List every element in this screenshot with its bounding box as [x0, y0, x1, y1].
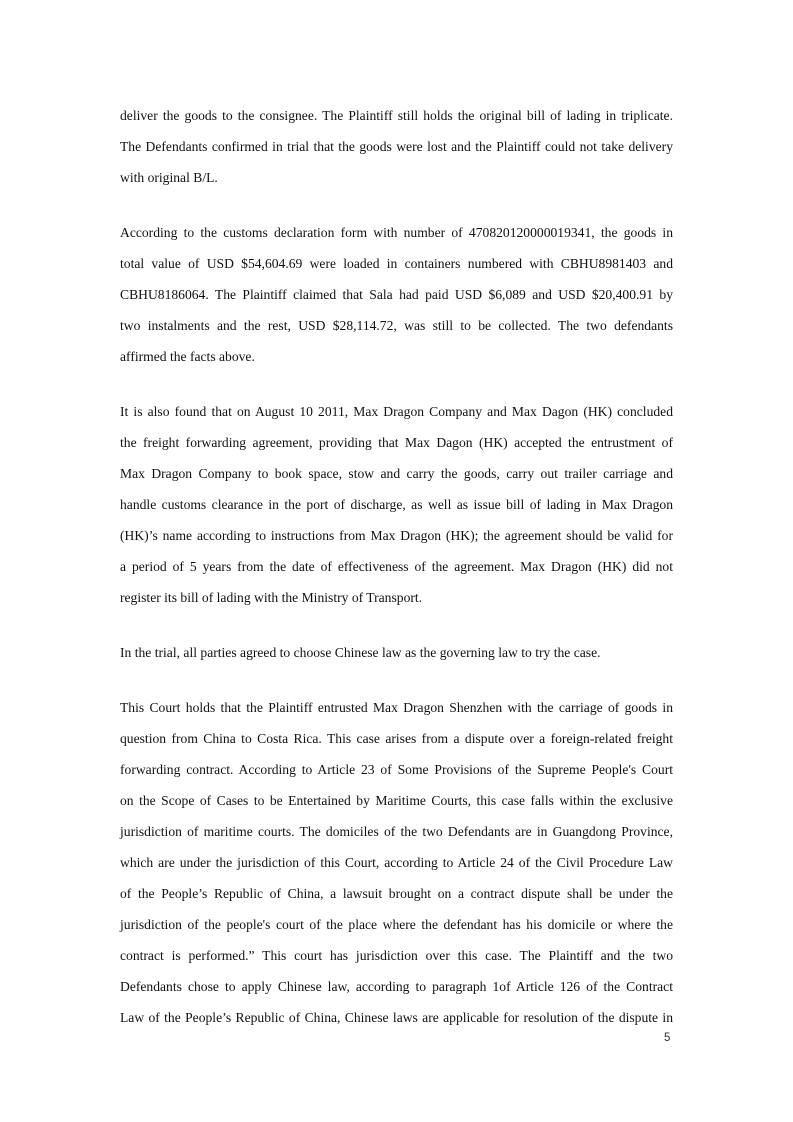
- text-line: According to the customs declaration form with number of 470820120000019341, the goods in: [120, 225, 673, 240]
- text-line: jurisdiction of the people's court of the place where the defendant has his domicile or where the: [120, 917, 673, 932]
- paragraph-court-holding: [120, 692, 673, 1033]
- text-line: This Court holds that the Plaintiff entrusted Max Dragon Shenzhen with the carriage of goods in: [120, 700, 673, 715]
- text-line: total value of USD $54,604.69 were loaded in containers numbered with CBHU8981403 and: [120, 256, 673, 271]
- text-line: two instalments and the rest, USD $28,114.72, was still to be collected. The two defendants: [120, 318, 673, 333]
- text-line: question from China to Costa Rica. This case arises from a dispute over a foreign-related freight: [120, 731, 673, 746]
- text-line: with original B/L.: [120, 170, 218, 185]
- text-line: forwarding contract. According to Article 23 of Some Provisions of the Supreme People's Court: [120, 762, 673, 777]
- document-page: [120, 100, 673, 1057]
- text-line: Defendants chose to apply Chinese law, according to paragraph 1of Article 126 of the Contract: [120, 979, 673, 994]
- text-line: The Defendants confirmed in trial that the goods were lost and the Plaintiff could not take delivery: [120, 139, 673, 154]
- text-line: (HK)’s name according to instructions from Max Dragon (HK); the agreement should be valid for: [120, 528, 673, 543]
- paragraph-freight-agreement: [120, 396, 673, 613]
- text-line: CBHU8186064. The Plaintiff claimed that Sala had paid USD $6,089 and USD $20,400.91 by: [120, 287, 673, 302]
- page-number: 5: [664, 1032, 671, 1044]
- text-line: It is also found that on August 10 2011, Max Dragon Company and Max Dagon (HK) concluded: [120, 404, 673, 419]
- text-line: a period of 5 years from the date of effectiveness of the agreement. Max Dragon (HK) did not: [120, 559, 673, 574]
- text-line: jurisdiction of maritime courts. The domiciles of the two Defendants are in Guangdong Province,: [120, 824, 673, 839]
- text-line: handle customs clearance in the port of discharge, as well as issue bill of lading in Max Dragon: [120, 497, 673, 512]
- text-line: In the trial, all parties agreed to choose Chinese law as the governing law to try the case.: [120, 645, 601, 660]
- text-line: Max Dragon Company to book space, stow and carry the goods, carry out trailer carriage and: [120, 466, 673, 481]
- text-line: of the People’s Republic of China, a lawsuit brought on a contract dispute shall be under the: [120, 886, 673, 901]
- paragraph-bill-of-lading: [120, 100, 673, 193]
- paragraph-customs-declaration: [120, 217, 673, 372]
- text-line: the freight forwarding agreement, providing that Max Dagon (HK) accepted the entrustment of: [120, 435, 673, 450]
- text-line: Law of the People’s Republic of China, Chinese laws are applicable for resolution of the dispute in: [120, 1010, 673, 1025]
- text-line: which are under the jurisdiction of this Court, according to Article 24 of the Civil Procedure Law: [120, 855, 673, 870]
- text-line: affirmed the facts above.: [120, 349, 255, 364]
- paragraph-governing-law: [120, 637, 673, 668]
- text-line: on the Scope of Cases to be Entertained by Maritime Courts, this case falls within the exclusive: [120, 793, 673, 808]
- text-line: register its bill of lading with the Ministry of Transport.: [120, 590, 423, 605]
- text-line: contract is performed.” This court has jurisdiction over this case. The Plaintiff and the two: [120, 948, 673, 963]
- text-line: deliver the goods to the consignee. The Plaintiff still holds the original bill of lading in triplicate.: [120, 108, 673, 123]
